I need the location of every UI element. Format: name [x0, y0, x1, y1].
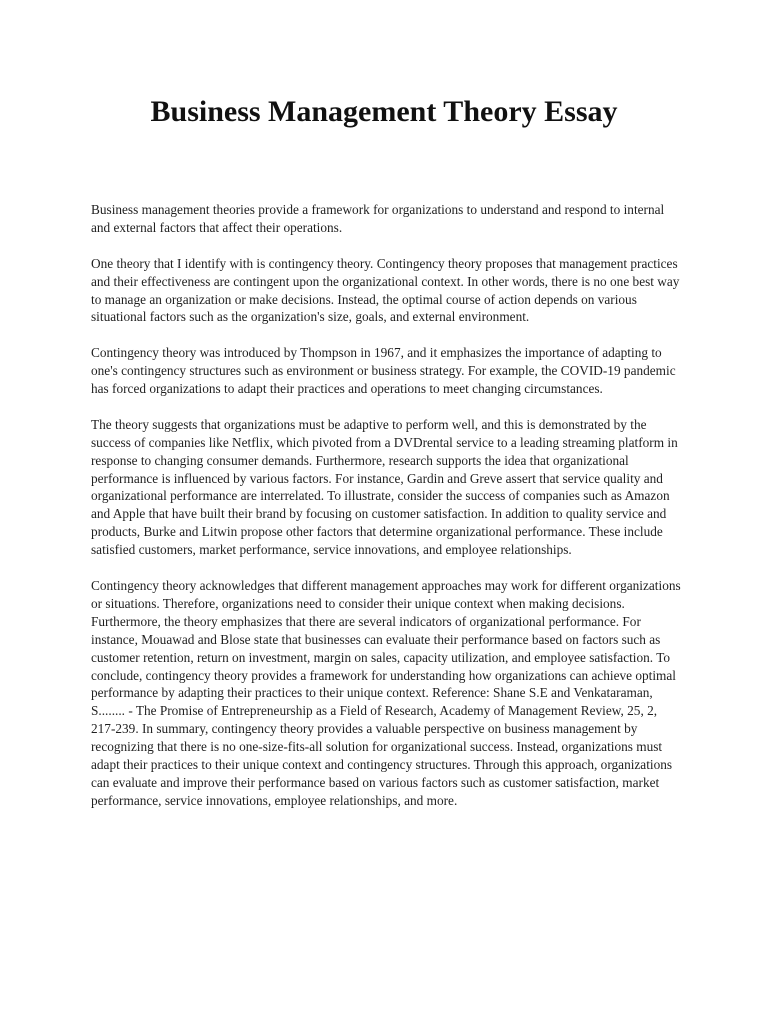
document-body [91, 201, 681, 828]
paragraph-intro: Business management theories provide a framework for organizations to understand and respond to internal and external factors that affect their operations. [91, 202, 665, 235]
paragraph-adaptive-performance: The theory suggests that organizations must be adaptive to perform well, and this is demonstrated by the success of companies like Netflix, which pivoted from a DVDrental service to a leading streaming platform in response to changing consumer demands. Furthermore, research supports the idea that organizational performance is influenced by various factors. For instance, Gardin and Greve assert that service quality and organizational performance are interrelated. To illustrate, consider the success of companies such as Amazon and Apple that have built their brand by focusing on customer satisfaction. In addition to quality service and products, Burke and Litwin propose other factors that determine organizational performance. These include satisfied customers, market performance, service innovations, and employee relationships. [91, 416, 678, 558]
paragraph-thompson: Contingency theory was introduced by Thompson in 1967, and it emphasizes the importance of adapting to one's contingency structures such as environment or business strategy. For example, the COVID-19 pandemic has forced organizations to adapt their practices and operations to meet changing circumstances. [91, 345, 676, 397]
paragraph-conclusion: Contingency theory acknowledges that different management approaches may work for different organizations or situations. Therefore, organizations need to consider their unique context when making decisions. Furthermore, the theory emphasizes that there are several indicators of organizational performance. For instance, Mouawad and Blose state that businesses can evaluate their performance based on factors such as customer retention, return on investment, margin on sales, capacity utilization, and employee satisfaction. To conclude, contingency theory provides a framework for understanding how organizations can achieve optimal performance by adapting their practices to their unique context. Reference: Shane S.E and Venkataraman, S........ - The Promise of Entrepreneurship as a Field of Research, Academy of Management Review, 25, 2, 217-239. In summary, contingency theory provides a valuable perspective on business management by recognizing that there is no one-size-fits-all solution for organizational success. Instead, organizations must adapt their practices to their unique context and contingency structures. Through this approach, organizations can evaluate and improve their performance based on various factors such as customer satisfaction, market performance, service innovations, employee relationships, and more. [91, 577, 681, 808]
paragraph-contingency-theory: One theory that I identify with is contingency theory. Contingency theory proposes that management practices and their effectiveness are contingent upon the organizational context. In other words, there is no one best way to manage an organization or make decisions. Instead, the optimal course of action depends on various situational factors such as the organization's size, goals, and external environment. [91, 255, 680, 325]
document-title: Business Management Theory Essay [150, 95, 618, 128]
